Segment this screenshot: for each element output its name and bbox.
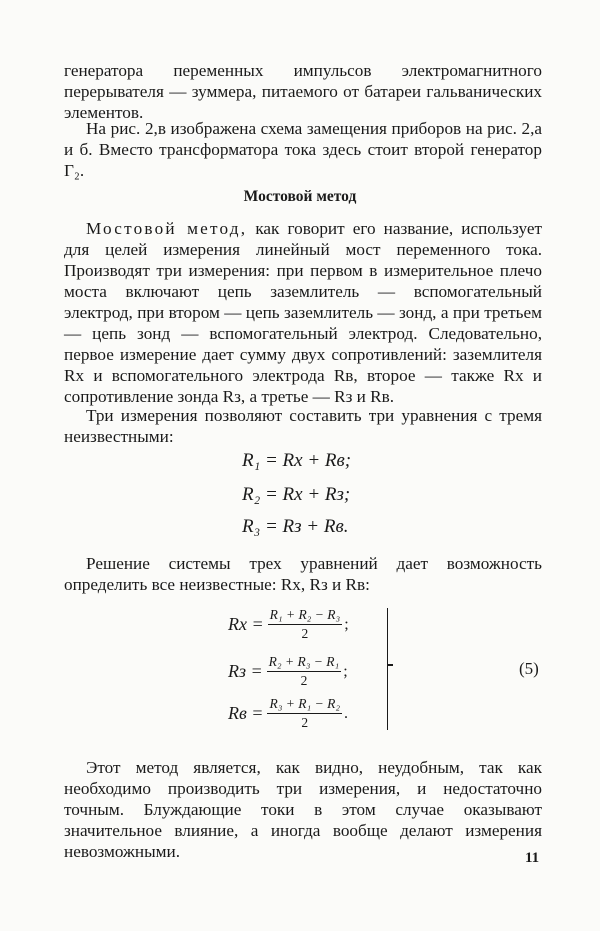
paragraph-2: На рис. 2,в изображена схема замещения приборов на рис. 2,а и б. Вместо трансформатора тока здесь стоит второй генератор Г₂. [64,119,542,180]
equation-2: R₂ = Rx + Rз; [242,484,351,505]
solution-rx [228,607,349,642]
paragraph-6: Этот метод является, как видно, неудобным, так как необходимо производить три измерения, и недостаточно точным. Блуждающие токи в этом случае оказывают значительное влияние, а иногда вообще делают измерения невозможными. [64,758,542,861]
equation-3: R₃ = Rз + Rв. [242,516,349,537]
page-number: 11 [525,850,540,866]
equation-brace [381,608,388,730]
solution-rv [228,696,348,731]
fraction-denominator: 2 [301,626,309,641]
paragraph-3-body: как говорит его название, использует для целей измерения линейный мост переменного тока. Производят три измерения: при первом в измерительное плечо моста включают цепь заземлитель — вспомогательный электрод, при втором — цепь заземлитель — зонд, а при третьем — цепь зонд — вспомогательный электрод. Следовательно, первое измерение дает сумму двух сопротивлений: заземлителя Rx и вспомогательного электрода Rв, второе — также Rx и сопротивление зонда Rз, а третье — Rз и Rв. [64,219,542,406]
spaced-intro: Мостовой метод, [86,219,248,238]
fraction-denominator: 2 [300,673,308,688]
solution-lhs: Rв = [228,703,264,723]
fraction-denominator: 2 [301,715,309,730]
solution-lhs: Rx = [228,614,264,634]
fraction-numerator: R₃ + R₁ − R₂ [267,696,342,714]
fraction-numerator: R₂ + R₃ − R₁ [267,654,342,672]
section-heading: Мостовой метод [243,188,357,205]
fraction [267,654,342,689]
equation-number: (5) [519,659,539,678]
equation-1: R₁ = Rx + Rв; [242,450,352,471]
solution-rz [228,654,348,689]
solution-lhs: Rз = [228,661,263,681]
paragraph-3 [64,218,542,407]
fraction-numerator: R₁ + R₂ − R₃ [268,607,343,625]
paragraph-5: Решение системы трех уравнений дает возможность определить все неизвестные: Rx, Rз и Rв: [64,554,542,594]
paragraph-4: Три измерения позволяют составить три уравнения с тремя неизвестными: [64,406,542,446]
solution-end: ; [343,662,348,680]
solution-end: ; [344,615,349,633]
fraction [268,607,343,642]
paragraph-1: генератора переменных импульсов электромагнитного перерывателя — зуммера, питаемого от батареи гальванических элементов. [64,61,542,122]
fraction [267,696,342,731]
solution-end: . [344,704,349,722]
